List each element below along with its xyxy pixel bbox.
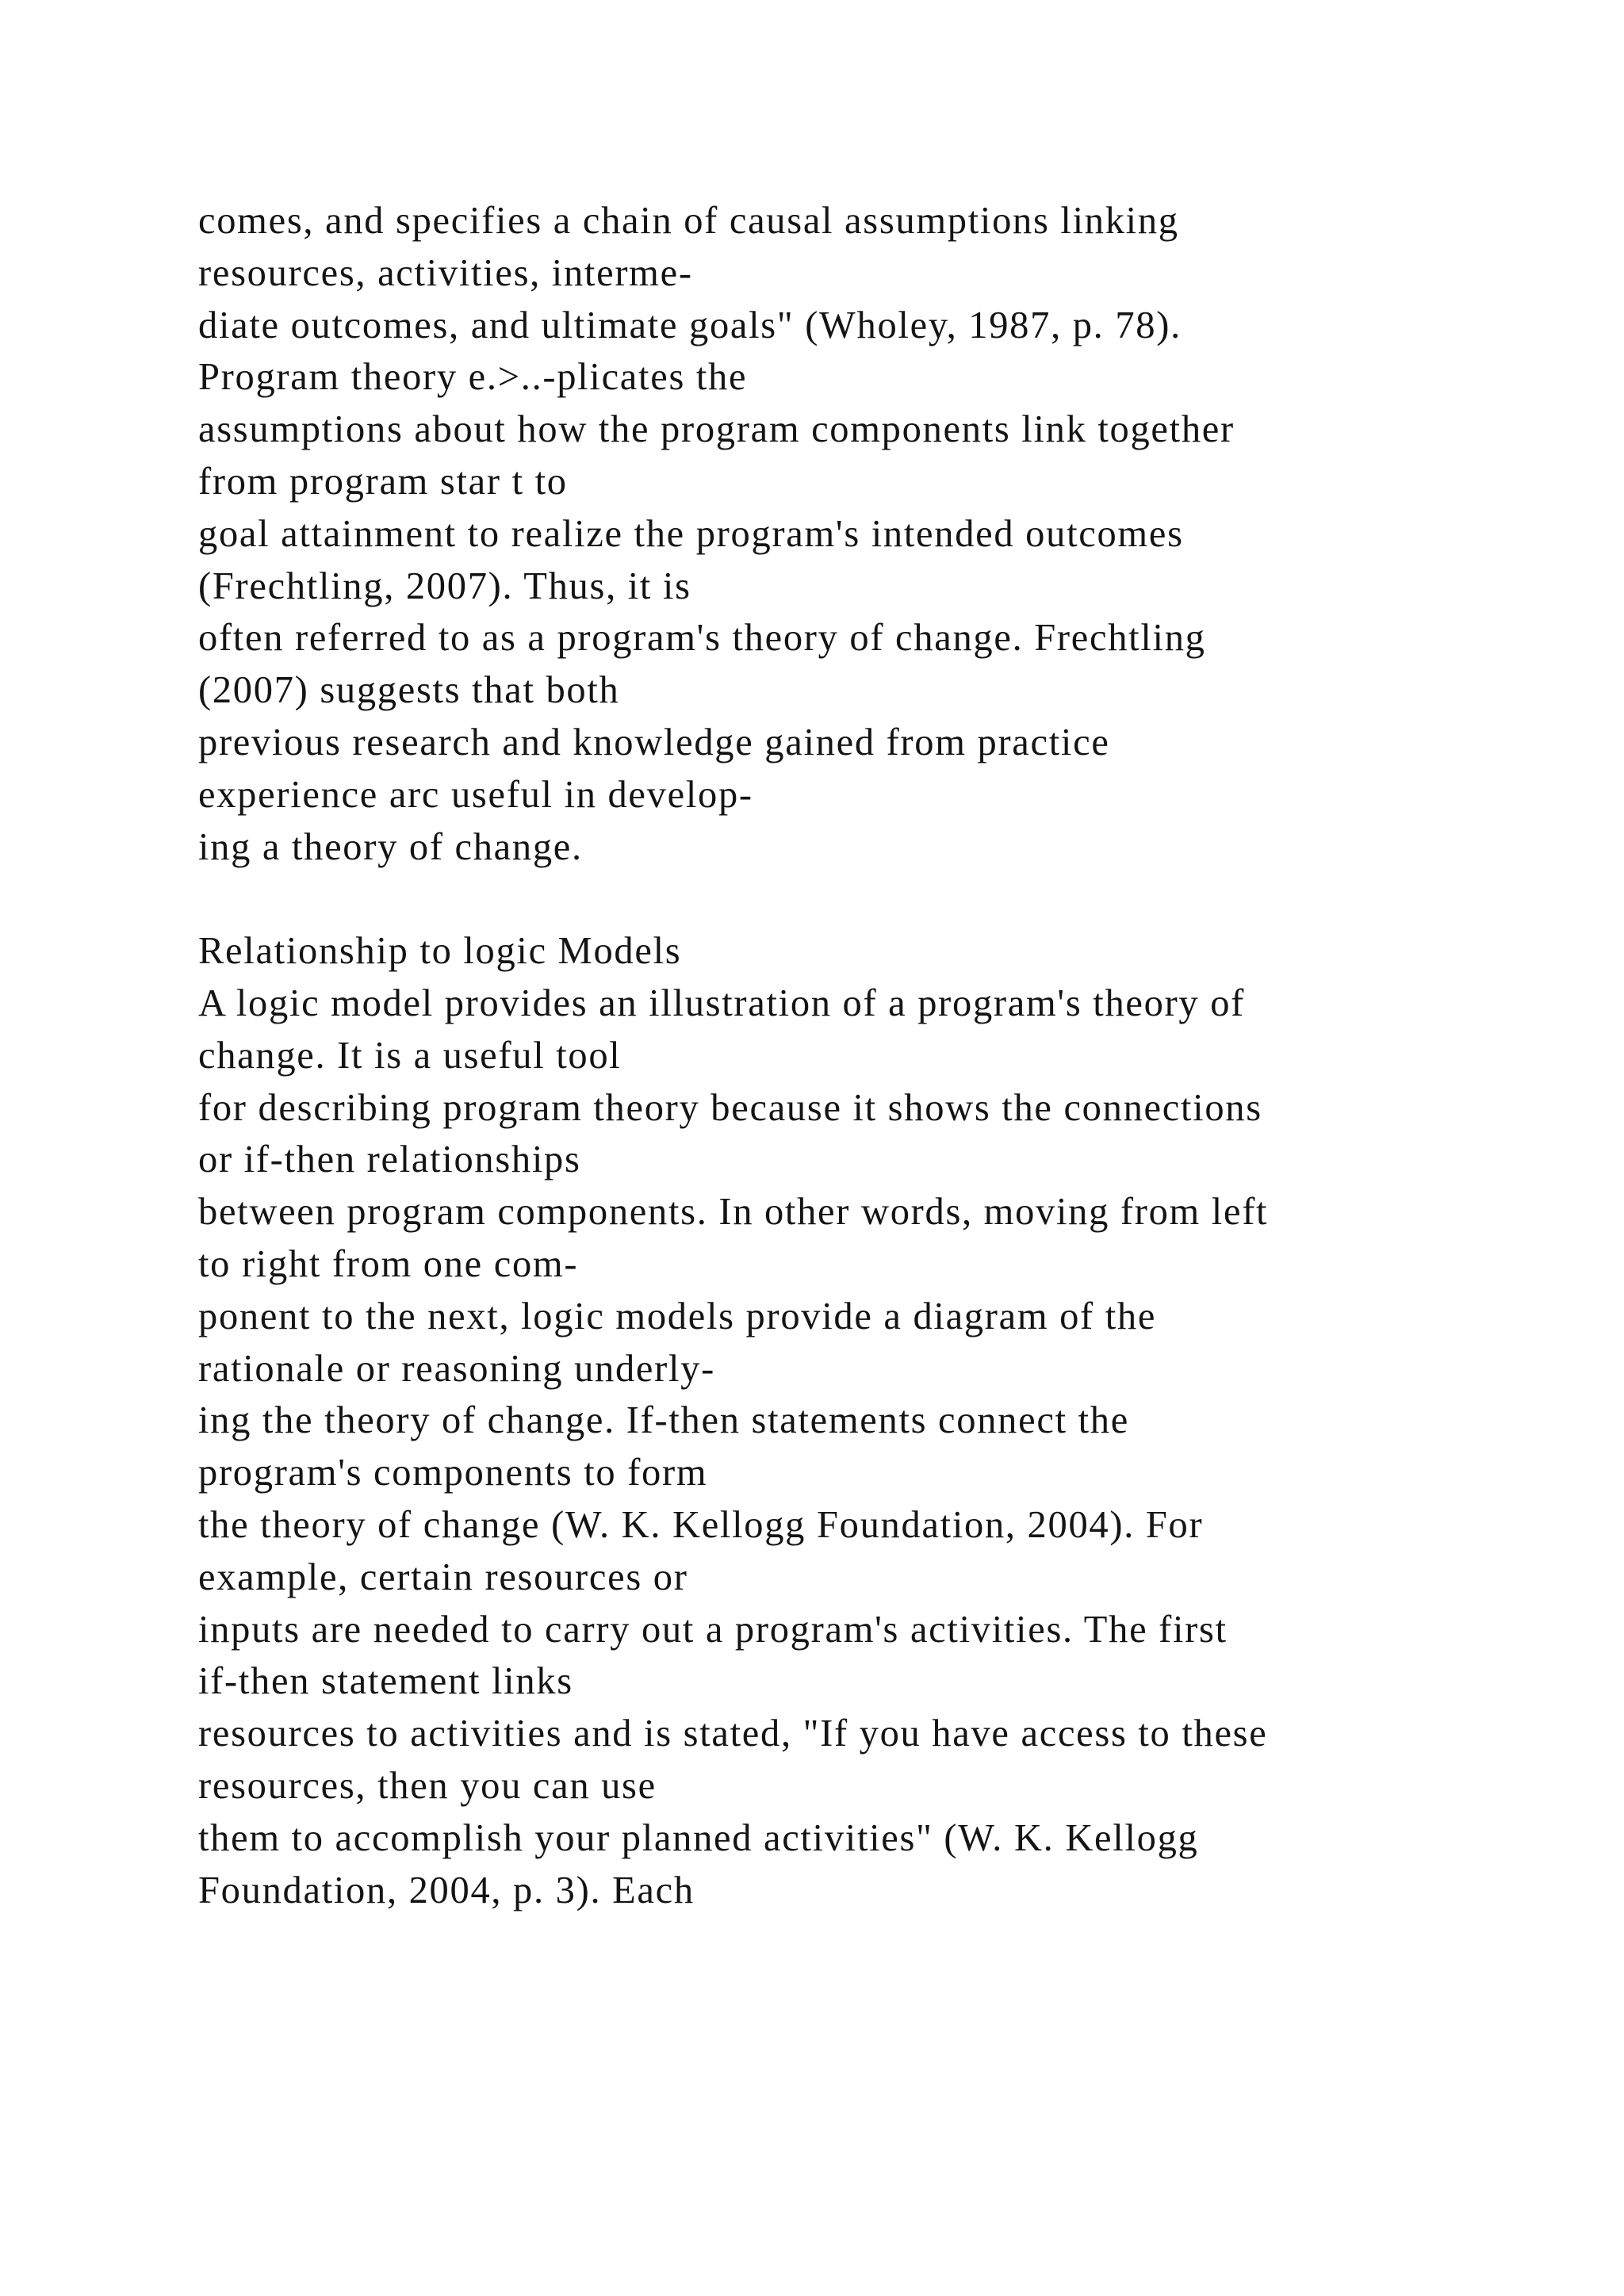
text-line: between program components. In other words, moving from left — [198, 1191, 1269, 1234]
text-line: Foundation, 2004, p. 3). Each — [198, 1869, 695, 1911]
text-line: for describing program theory because it shows the connections — [198, 1086, 1262, 1129]
text-line: (2007) suggests that both — [198, 669, 620, 712]
text-line: Program theory e.>..-plicates the — [198, 356, 748, 399]
text-line: ponent to the next, logic models provide a diagram of the — [198, 1295, 1157, 1337]
section-heading: Relationship to logic Models — [198, 930, 682, 973]
text-line: ing the theory of change. If-then statements connect the — [198, 1399, 1129, 1442]
text-line: (Frechtling, 2007). Thus, it is — [198, 564, 691, 607]
text-line: diate outcomes, and ultimate goals" (Wholey, 1987, p. 78). — [198, 304, 1182, 346]
text-line: experience arc useful in develop- — [198, 773, 753, 816]
text-line: resources to activities and is stated, "If you have access to these — [198, 1712, 1268, 1755]
text-line: previous research and knowledge gained from practice — [198, 721, 1110, 763]
text-line: change. It is a useful tool — [198, 1034, 622, 1077]
text-line: rationale or reasoning underly- — [198, 1347, 715, 1390]
text-line: resources, then you can use — [198, 1764, 657, 1807]
text-line: or if-then relationships — [198, 1138, 581, 1181]
text-line: often referred to as a program's theory of change. Frechtling — [198, 617, 1206, 660]
text-line: resources, activities, interme- — [198, 251, 693, 294]
text-line: comes, and specifies a chain of causal assumptions linking — [198, 200, 1179, 242]
text-line: example, certain resources or — [198, 1556, 688, 1598]
text-line: the theory of change (W. K. Kellogg Foundation, 2004). For — [198, 1503, 1204, 1546]
text-line: from program star t to — [198, 460, 568, 503]
text-line: assumptions about how the program components link together — [198, 408, 1235, 451]
text-line: them to accomplish your planned activities" (W. K. Kellogg — [198, 1816, 1199, 1859]
text-line: goal attainment to realize the program's intended outcomes — [198, 512, 1184, 555]
paragraph-spacer — [198, 873, 1546, 925]
text-line: ing a theory of change. — [198, 825, 583, 868]
body-text — [198, 195, 1546, 1916]
text-line: program's components to form — [198, 1452, 708, 1494]
text-line: A logic model provides an illustration of a program's theory of — [198, 982, 1246, 1024]
text-line: if-then statement links — [198, 1660, 573, 1703]
text-line: inputs are needed to carry out a program's activities. The first — [198, 1608, 1228, 1651]
text-line: to right from one com- — [198, 1242, 579, 1285]
